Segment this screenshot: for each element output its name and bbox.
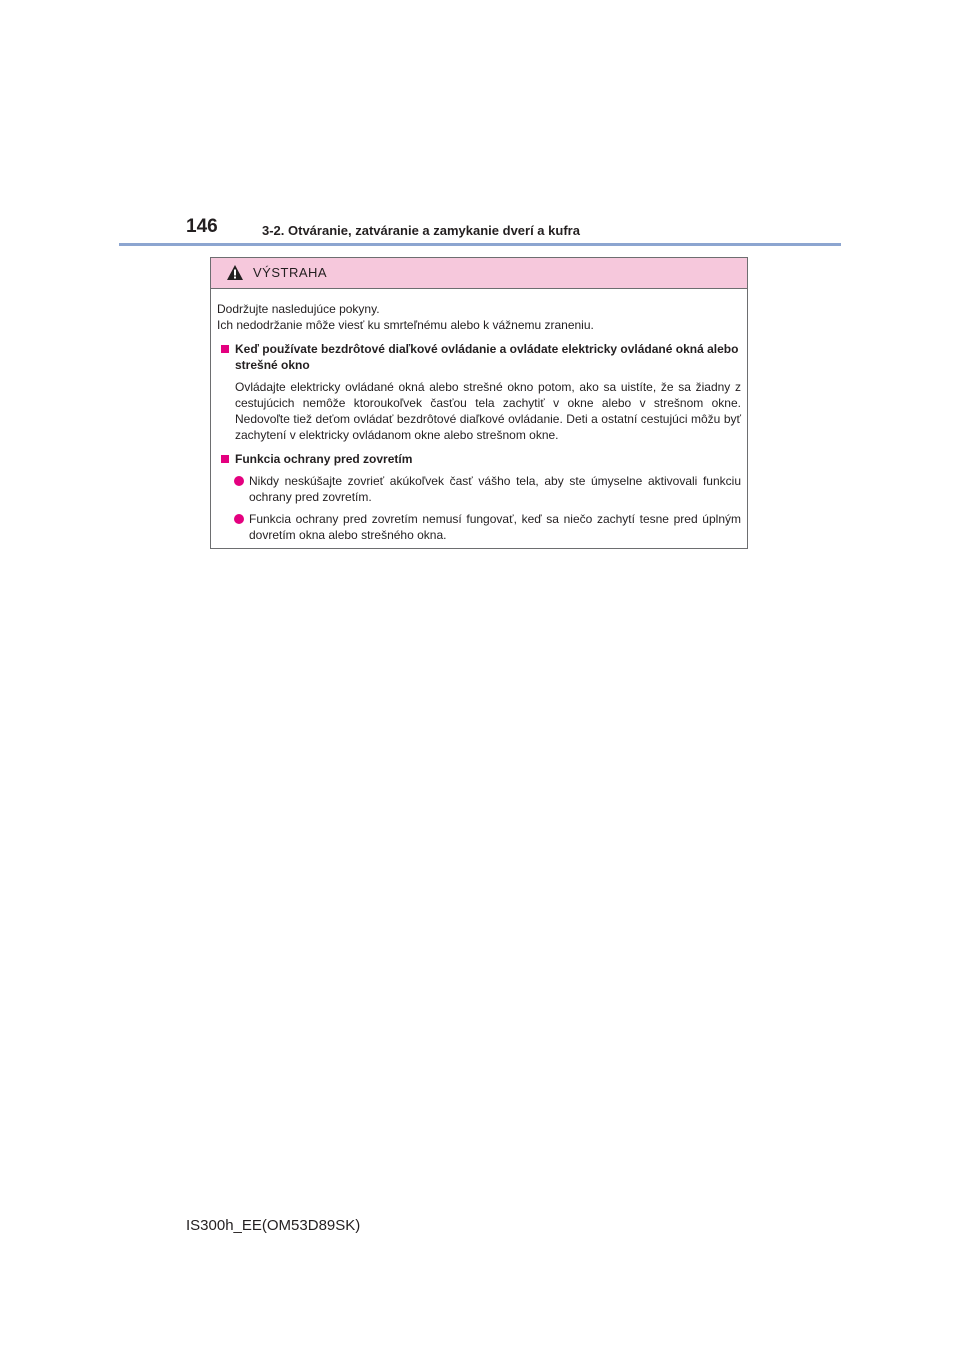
circle-bullet-icon [234, 476, 244, 486]
page-header [0, 0, 960, 250]
square-bullet-icon [221, 455, 229, 463]
list-item [217, 473, 741, 505]
warning-label: VÝSTRAHA [253, 265, 328, 280]
list-item-text: Nikdy neskúšajte zovrieť akúkoľvek časť vášho tela, aby ste úmyselne aktivovali funkciu ochrany pred zovretím. [249, 474, 741, 504]
document-code: IS300h_EE(OM53D89SK) [186, 1217, 361, 1234]
section-paragraph-remote-control: Ovládajte elektricky ovládané okná alebo strešné okno potom, ako sa uistíte, že sa žiadny z cestujúcich nemôže ktoroukoľvek časťou tela zachytiť v okne alebo v strešnom okne. Nedovoľte tiež deťom ovládať bezdrôtové diaľkové ovládanie. Deti a ostatní cestujúci môžu byť zachytení v elektricky ovládanom okne alebo strešnom okne. [235, 380, 741, 442]
list-item-text: Funkcia ochrany pred zovretím nemusí fungovať, keď sa niečo zachytí tesne pred úplným dovretím okna alebo strešného okna. [249, 512, 741, 542]
page-number: 146 [186, 216, 218, 237]
warning-header [211, 258, 747, 289]
warning-intro-line-2: Ich nedodržanie môže viesť ku smrteľnému alebo k vážnemu zraneniu. [217, 318, 594, 332]
section-heading-remote-control [217, 341, 741, 373]
section-heading-text: Keď používate bezdrôtové diaľkové ovládanie a ovládate elektricky ovládané okná alebo strešné okno [235, 342, 739, 372]
warning-box [210, 257, 748, 549]
section-heading-text: Funkcia ochrany pred zovretím [235, 452, 413, 466]
header-divider [119, 243, 841, 246]
section-title: 3-2. Otváranie, zatváranie a zamykanie dverí a kufra [262, 223, 580, 238]
square-bullet-icon [221, 345, 229, 353]
circle-bullet-icon [234, 514, 244, 524]
warning-intro-line-1: Dodržujte nasledujúce pokyny. [217, 302, 380, 316]
warning-triangle-icon [226, 264, 244, 281]
list-item [217, 511, 741, 543]
section-heading-jam-protection [217, 451, 741, 467]
warning-body [211, 289, 747, 543]
